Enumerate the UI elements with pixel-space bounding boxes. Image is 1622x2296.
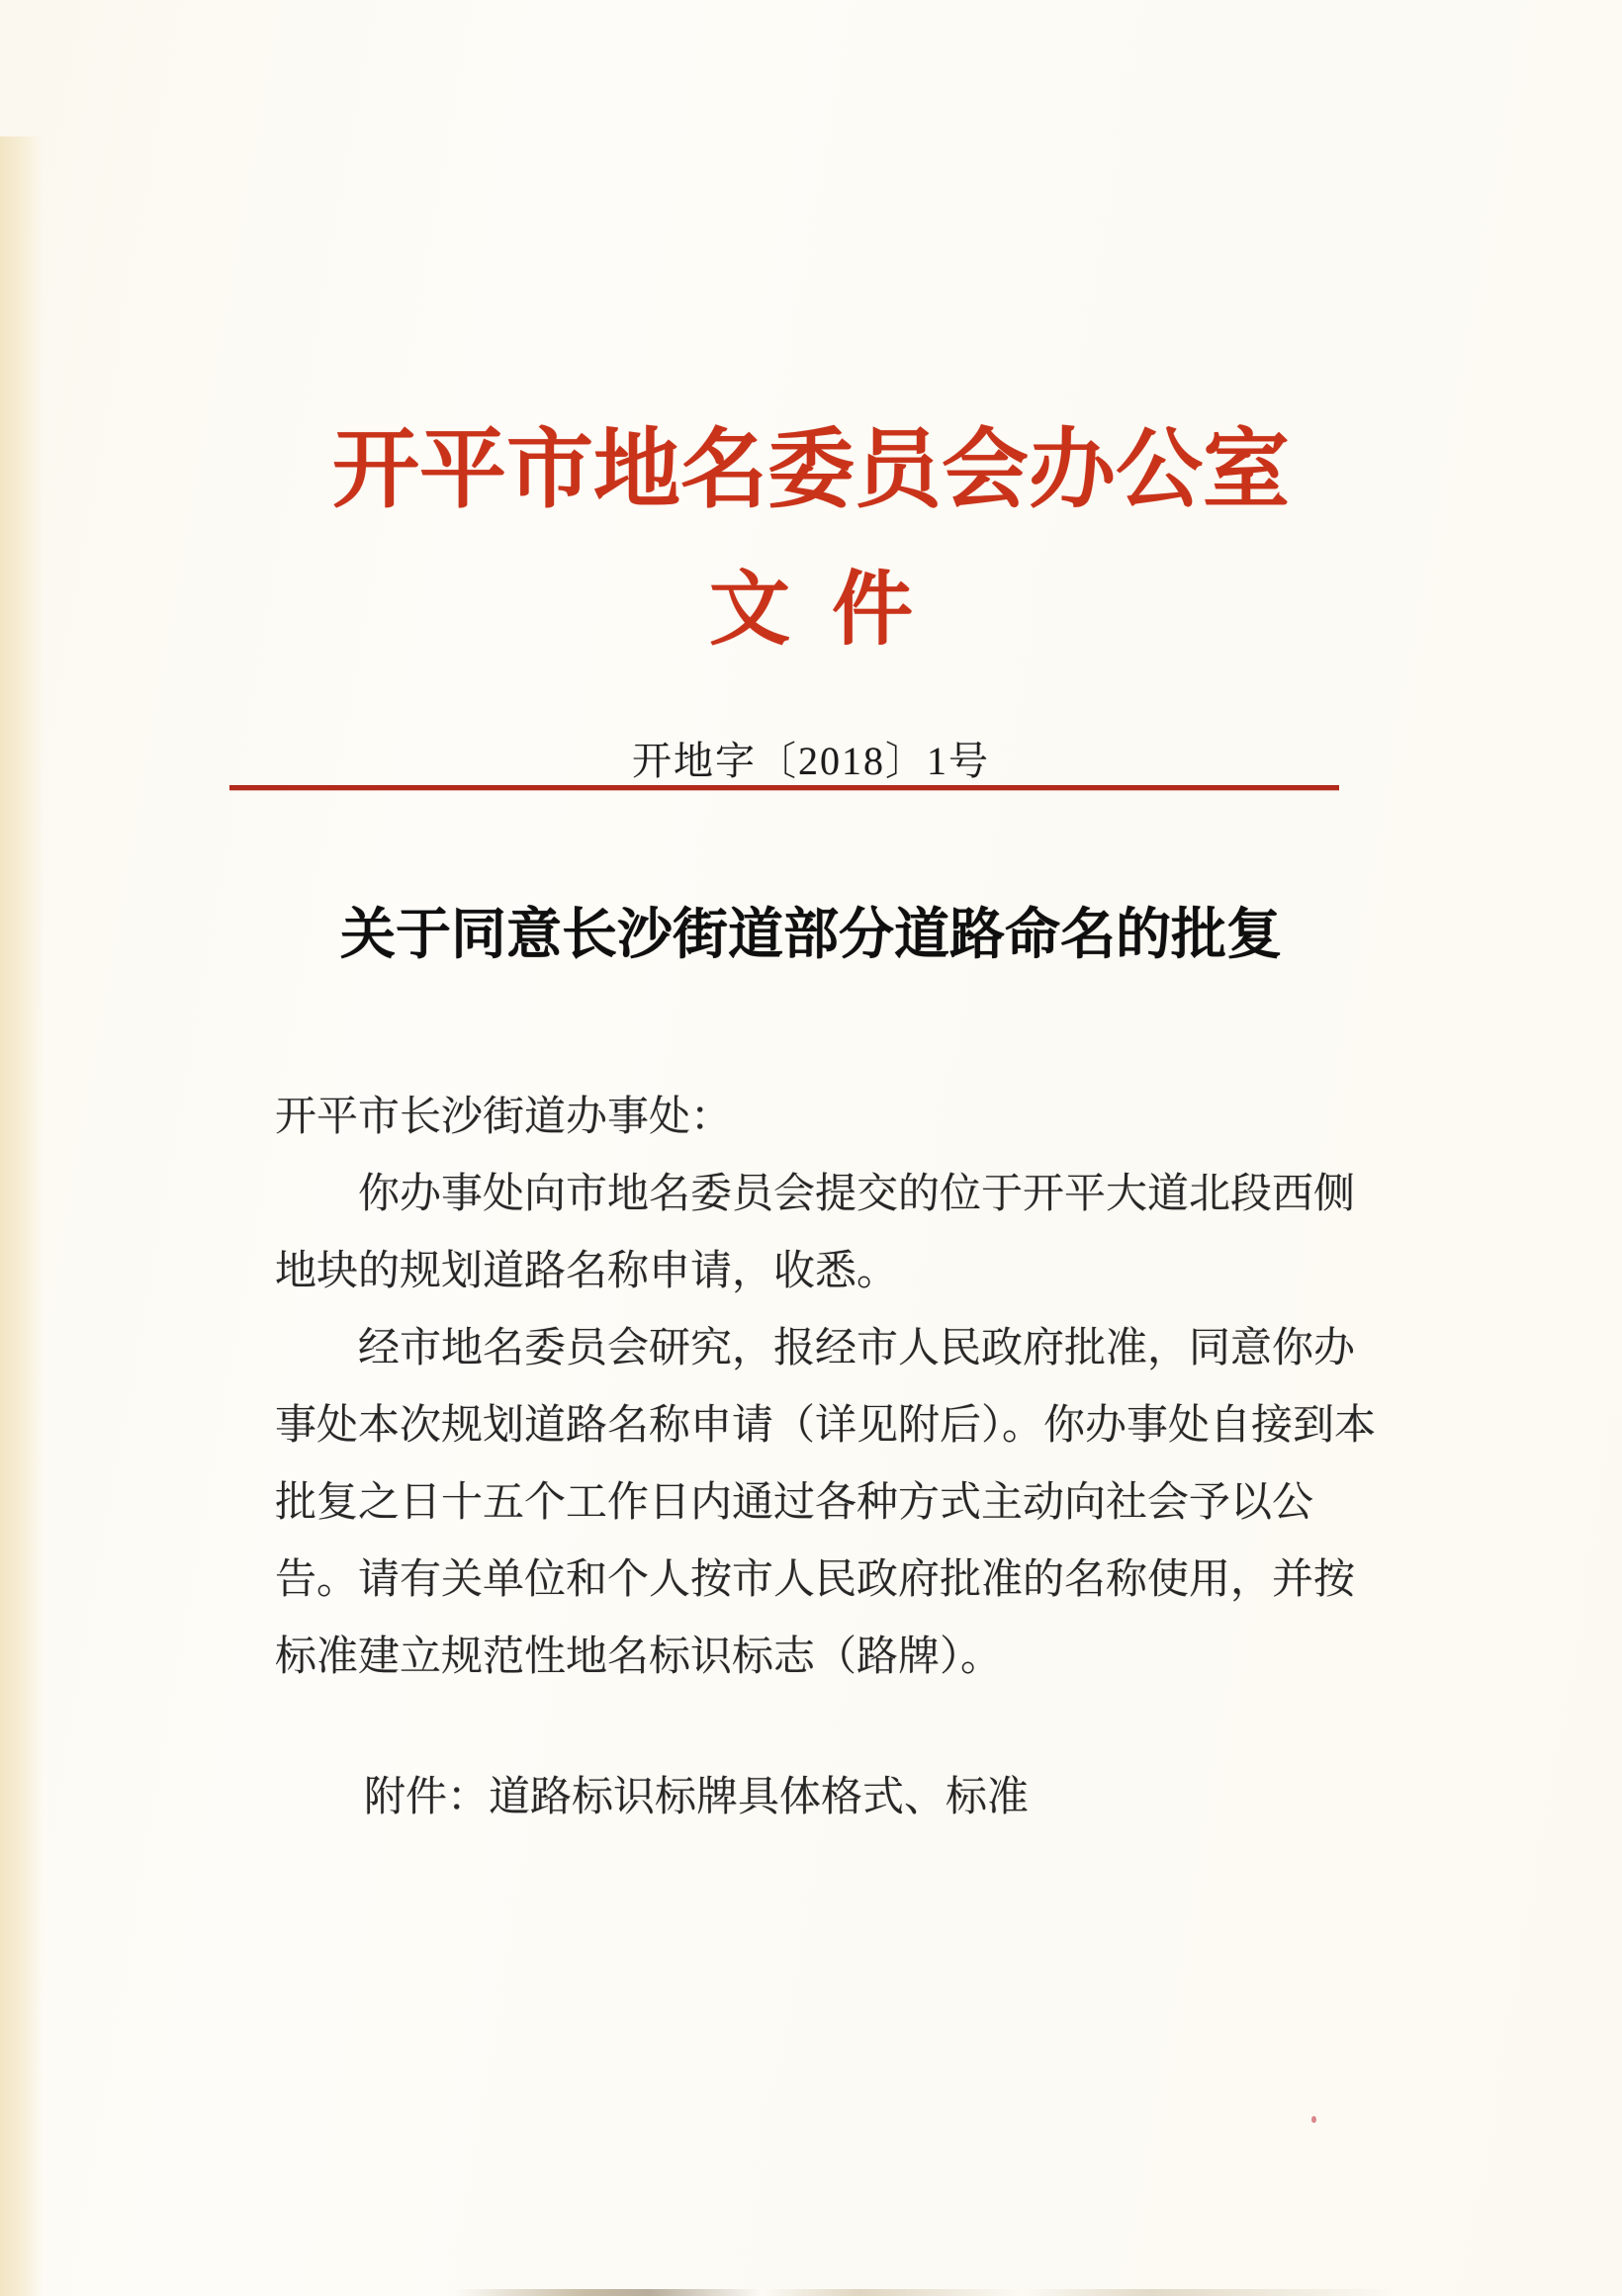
attachment-line: 附件：道路标识标牌具体格式、标准	[364, 1775, 1030, 1820]
doc-type-label: 文件	[708, 565, 954, 655]
red-divider-rule	[229, 785, 1339, 790]
body-line: 事处本次规划道路名称申请（详见附后）。你办事处自接到本	[275, 1403, 1377, 1449]
issuer-title: 开平市地名委员会办公室	[331, 423, 1290, 519]
doc-number: 开地字〔2018〕1号	[632, 739, 990, 783]
scan-speck	[1311, 2116, 1316, 2123]
scan-edge-bottom	[0, 2289, 1622, 2296]
document-body	[275, 1079, 1377, 1696]
body-line: 地块的规划道路名称申请，收悉。	[275, 1249, 899, 1294]
document-title: 关于同意长沙街道部分道路命名的批复	[340, 903, 1282, 965]
body-line: 告。请有关单位和个人按市人民政府批准的名称使用，并按	[275, 1557, 1356, 1603]
body-line: 标准建立规范性地名标识标志（路牌）。	[275, 1634, 1003, 1680]
salutation-line: 开平市长沙街道办事处：	[275, 1095, 733, 1140]
body-line: 你办事处向市地名委员会提交的位于开平大道北段西侧	[358, 1172, 1356, 1217]
body-line: 经市地名委员会研究，报经市人民政府批准，同意你办	[358, 1326, 1356, 1371]
body-line: 批复之日十五个工作日内通过各种方式主动向社会予以公	[275, 1480, 1314, 1526]
